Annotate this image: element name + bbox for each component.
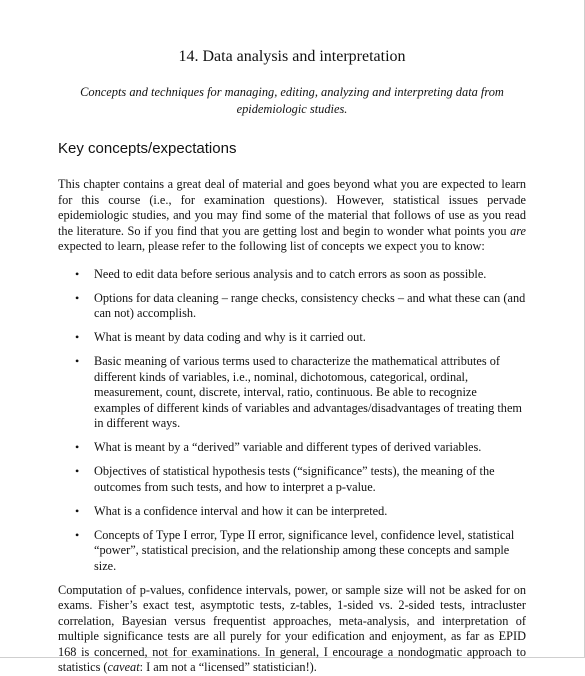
- list-item-text: What is meant by data coding and why is it carried out.: [94, 330, 366, 344]
- list-item: [58, 291, 526, 322]
- closing-text-part1: Computation of p-values, confidence intervals, power, or sample size will not be asked for on exams. Fisher’s exact test, asymptotic tests, z-tables, 1-sided vs. 2-sided tests, intracluster correlation, Bayesian versus frequentist approaches, meta-analysis, and interpretation of multiple significance tests are all purely for your edification and enjoyment, as far as EPID 168 is concerned, not for examinations. In general, I encourage a nondogmatic approach to statistics (: [58, 582, 526, 674]
- closing-paragraph: [58, 583, 526, 676]
- chapter-subtitle: Concepts and techniques for managing, editing, analyzing and interpreting data from epidemiologic studies.: [80, 85, 504, 116]
- intro-text-part1: This chapter contains a great deal of material and goes beyond what you are expected to learn for this course (i.e., for examination questions). However, statistical issues pervade epidemiologic studies, and you may find some of the material that follows of use as you read the literature. So if you find that you are getting lost and begin to wonder what points you: [58, 177, 526, 238]
- chapter-title: 14. Data analysis and interpretation: [178, 48, 406, 65]
- list-item: [58, 354, 526, 432]
- list-item: [58, 528, 526, 575]
- concepts-list: [58, 267, 526, 575]
- bullet-icon: •: [75, 503, 80, 518]
- list-item-text: Concepts of Type I error, Type II error, significance level, confidence level, statistical “power”, statistical precision, and the relationship among these concepts and sample size.: [94, 527, 515, 573]
- bullet-icon: •: [75, 527, 80, 542]
- closing-text-part2: : I am not a “licensed” statistician!).: [139, 660, 317, 674]
- closing-emphasis: caveat: [107, 660, 140, 674]
- list-item-text: Options for data cleaning – range checks, consistency checks – and what these can (and can not) accomplish.: [94, 290, 526, 320]
- bullet-icon: •: [75, 290, 80, 305]
- list-item-text: What is meant by a “derived” variable and different types of derived variables.: [94, 440, 482, 454]
- list-item: [58, 464, 526, 495]
- section-heading: Key concepts/expectations: [58, 140, 237, 157]
- list-item-text: Need to edit data before serious analysis and to catch errors as soon as possible.: [94, 266, 487, 281]
- list-item: [58, 267, 526, 283]
- bullet-icon: •: [75, 330, 80, 344]
- bullet-icon: •: [75, 440, 80, 454]
- list-item-text: Objectives of statistical hypothesis tests (“significance” tests), the meaning of the outcomes from such tests, and how to interpret a p-value.: [94, 464, 495, 494]
- list-item: [58, 440, 526, 456]
- list-item: [58, 504, 526, 520]
- list-item-text: What is a confidence interval and how it can be interpreted.: [94, 503, 388, 518]
- bullet-icon: •: [75, 464, 80, 478]
- intro-paragraph: [58, 177, 526, 255]
- bullet-icon: •: [75, 266, 80, 281]
- bullet-icon: •: [75, 354, 80, 368]
- intro-text-part2: expected to learn, please refer to the following list of concepts we expect you to know:: [58, 239, 485, 253]
- list-item-text: Basic meaning of various terms used to characterize the mathematical attributes of different kinds of variables, i.e., nominal, dichotomous, categorical, ordinal, measurement, count, discrete, interval, ratio, continuous. Be able to recognize examples of different kinds of variables and advantages/disadvantages of treating them in different ways.: [94, 354, 522, 430]
- intro-emphasis: are: [510, 223, 526, 238]
- list-item: [58, 330, 526, 346]
